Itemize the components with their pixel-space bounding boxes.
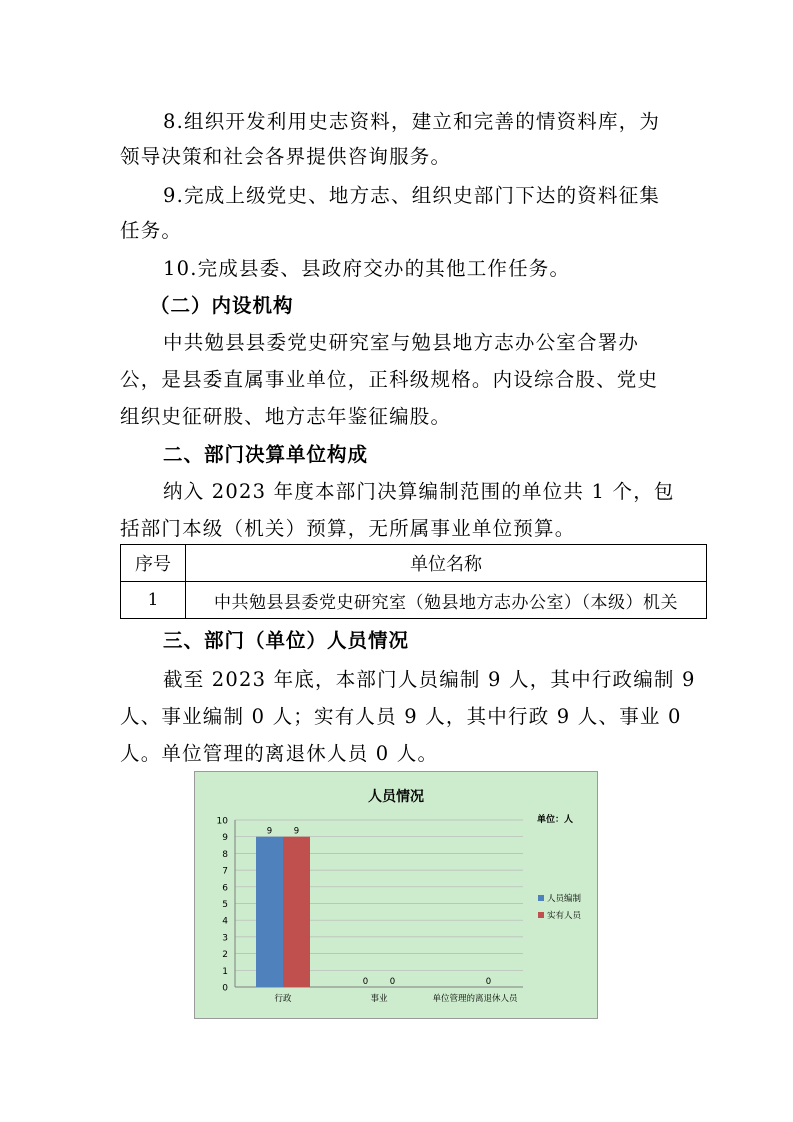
staff-chart-svg bbox=[195, 772, 597, 1018]
y-tick-label-1: 1 bbox=[222, 966, 228, 977]
units-table bbox=[120, 544, 707, 619]
y-tick-label-6: 6 bbox=[222, 883, 228, 894]
staff-chart bbox=[194, 771, 598, 1019]
section-staff-line-1: 截至 2023 年底，本部门人员编制 9 人，其中行政编制 9 bbox=[163, 668, 696, 691]
table-cell-unit-name: 中共勉县县委党史研究室（勉县地方志办公室）（本级）机关 bbox=[186, 582, 707, 619]
section-staff-line-3: 人。单位管理的离退休人员 0 人。 bbox=[120, 742, 439, 765]
x-tick-label-1: 事业 bbox=[370, 994, 388, 1004]
legend-swatch-1 bbox=[538, 912, 544, 918]
section-units-line-1: 纳入 2023 年度本部门决算编制范围的单位共 1 个，包 bbox=[163, 480, 675, 503]
y-tick-label-0: 0 bbox=[222, 983, 228, 994]
data-label-1-0: 9 bbox=[293, 826, 300, 837]
table-header-index: 序号 bbox=[121, 545, 186, 582]
section-staff-heading: 三、部门（单位）人员情况 bbox=[163, 629, 410, 652]
bar-0-0 bbox=[256, 837, 283, 987]
section-org-line-2: 公，是县委直属事业单位，正科级规格。内设综合股、党史 bbox=[120, 368, 659, 391]
chart-title: 人员情况 bbox=[368, 789, 424, 805]
y-tick-label-5: 5 bbox=[222, 900, 228, 910]
section-org-line-3: 组织史征研股、地方志年鉴征编股。 bbox=[120, 405, 452, 428]
table-header-row bbox=[121, 545, 707, 582]
table-cell-index: 1 bbox=[121, 582, 186, 619]
data-label-0-1: 0 bbox=[362, 977, 369, 987]
section-units-heading: 二、部门决算单位构成 bbox=[163, 443, 369, 466]
data-label-0-0: 9 bbox=[266, 826, 273, 837]
section-units-line-2: 括部门本级（机关）预算，无所属事业单位预算。 bbox=[120, 517, 576, 540]
legend-swatch-0 bbox=[538, 895, 544, 901]
chart-unit-note: 单位：人 bbox=[537, 815, 574, 825]
y-tick-label-10: 10 bbox=[216, 816, 228, 827]
section-staff-line-2: 人、事业编制 0 人；实有人员 9 人，其中行政 9 人、事业 0 bbox=[120, 705, 682, 728]
data-label-1-2: 0 bbox=[485, 977, 492, 987]
bar-1-0 bbox=[283, 837, 310, 987]
section-org-line-1: 中共勉县县委党史研究室与勉县地方志办公室合署办 bbox=[163, 331, 640, 354]
data-label-1-1: 0 bbox=[389, 977, 396, 987]
x-tick-label-2: 单位管理的离退休人员 bbox=[432, 994, 518, 1004]
paragraph-9-line-1: 9.完成上级党史、地方志、组织史部门下达的资料征集 bbox=[163, 184, 661, 207]
section-org-heading: （二）内设机构 bbox=[150, 294, 294, 317]
paragraph-8-line-1: 8.组织开发利用史志资料，建立和完善的情资料库，为 bbox=[163, 110, 661, 133]
paragraph-8-line-2: 领导决策和社会各界提供咨询服务。 bbox=[120, 145, 452, 168]
y-tick-label-4: 4 bbox=[222, 916, 228, 927]
paragraph-10-line-1: 10.完成县委、县政府交办的其他工作任务。 bbox=[163, 257, 571, 280]
table-header-unit-name: 单位名称 bbox=[186, 545, 707, 582]
y-tick-label-9: 9 bbox=[222, 833, 228, 844]
y-tick-label-2: 2 bbox=[222, 950, 228, 961]
y-tick-label-8: 8 bbox=[222, 849, 228, 860]
y-tick-label-7: 7 bbox=[222, 866, 228, 877]
y-tick-label-3: 3 bbox=[222, 933, 228, 944]
x-tick-label-0: 行政 bbox=[274, 994, 292, 1004]
table-row bbox=[121, 582, 707, 619]
legend-label-0: 人员编制 bbox=[547, 894, 582, 904]
paragraph-9-line-2: 任务。 bbox=[120, 219, 183, 242]
legend-label-1: 实有人员 bbox=[547, 911, 582, 921]
